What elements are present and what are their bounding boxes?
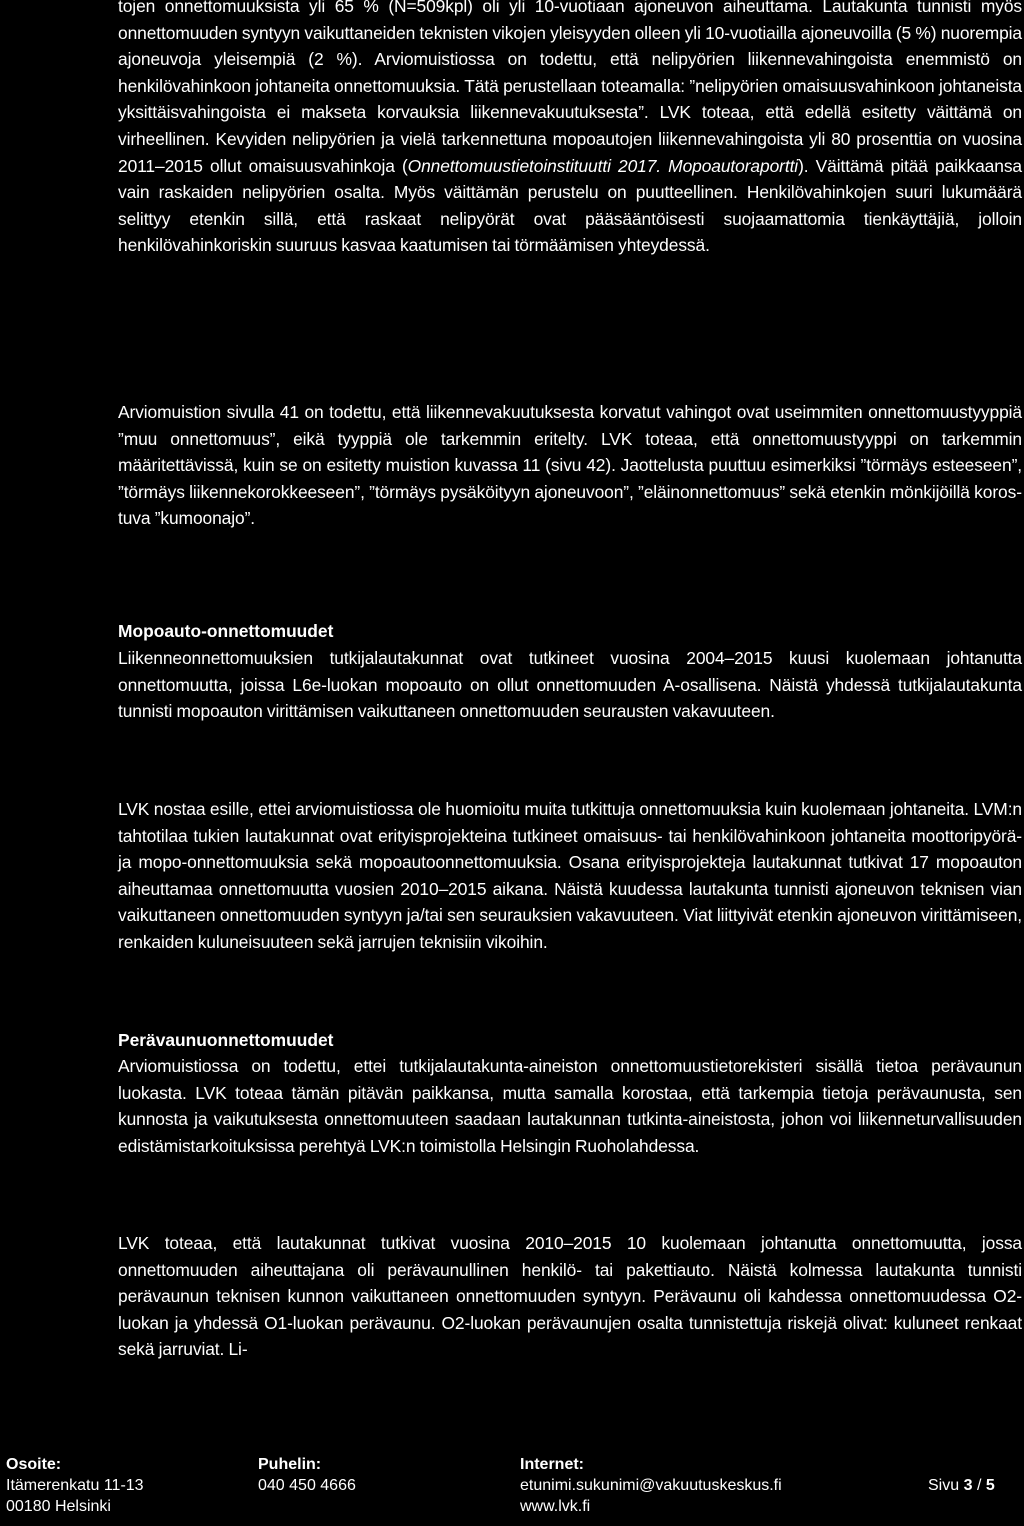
heading-moped-accidents: Mopoauto-onnettomuudet <box>118 621 334 641</box>
footer-phone <box>258 1454 356 1496</box>
p4-text: LVK nostaa esille, ettei arviomuistiossa ole huomioitu muita tutkittuja onnettomuuksia kuin kuolemaan johtaneita. LVM:n tahtotilaa tukien lautakunnat ovat erityisprojekteina tutkineet omaisuus- tai henkilövahinkoon johtaneita moottoripyörä- ja mopo-onnettomuuksia sekä mopoautoonnettomuuksia. Osana erityisprojekteja lautakunnat tutkivat 17 mopoauton aiheuttamaa onnettomuutta vuosien 2010–2015 aikana. Näistä kuudessa lautakunta tunnisti ajoneuvon teknisen vian vaikuttaneen onnettomuuden syntyyn ja/tai sen seurauksien vakavuuteen. Viat liittyivät etenkin ajoneuvon virittämiseen, renkaiden kuluneisuuteen sekä jarrujen teknisiin vikoihin. <box>118 799 1022 952</box>
address-street: Itämerenkatu 11-13 <box>6 1477 144 1494</box>
address-label: Osoite: <box>6 1456 62 1473</box>
address-postal: 00180 Helsinki <box>6 1498 111 1515</box>
internet-label: Internet: <box>520 1456 584 1473</box>
paragraph-accident-type <box>118 399 1022 532</box>
page-total: 5 <box>985 1477 995 1494</box>
paragraph-moped-1 <box>118 645 1022 725</box>
page-footer <box>0 1454 1024 1526</box>
phone-label: Puhelin: <box>258 1456 322 1473</box>
footer-internet <box>520 1454 782 1517</box>
p2-text: Arviomuistion sivulla 41 on todettu, että liikennevakuutuksesta korvatut vahingot ovat useimmiten onnettomuustyyppiä ”muu onnettomuus”, eikä tyyppiä ole tarkemmin eritelty. LVK toteaa, että onnettomuustyyppi on tarkemmin määritettävissä, kuin se on esitetty muistion kuvassa 11 (sivu 42). Jaottelusta puuttuu esimerkiksi ”törmäys esteeseen”, ”törmäys liikennekorokkeeseen”, ”törmäys pysäköityyn ajoneuvoon”, ”eläinonnettomuus” sekä etenkin mönkijöillä korostuva ”kumoonajo”. <box>118 402 1022 529</box>
p6-text: LVK toteaa, että lautakunnat tutkivat vuosina 2010–2015 10 kuolemaan johtanutta onnettomuutta, jossa onnettomuuden aiheuttajana oli perävaunullinen henkilö- tai pakettiauto. Näistä kolmessa lautakunta tunnisti perävaunun teknisen kunnon vaikuttaneen onnettomuuden syntyyn. Perävaunu oli kahdessa onnettomuudessa O2-luokan ja yhdessä O1-luokan perävaunu. O2-luokan perävaunujen osalta tunnistettuja riskejä olivat: kuluneet renkaat sekä jarruviat. Li- <box>118 1233 1022 1360</box>
footer-address <box>6 1454 144 1517</box>
paragraph-vehicle-age <box>118 0 1022 259</box>
page-separator: / <box>976 1477 982 1494</box>
website-link[interactable]: www.lvk.fi <box>520 1498 591 1515</box>
email-link[interactable]: etunimi.sukunimi@vakuutuskeskus.fi <box>520 1477 782 1494</box>
page-current: 3 <box>963 1477 973 1494</box>
paragraph-moped-2 <box>118 796 1022 956</box>
phone-number: 040 450 4666 <box>258 1477 356 1494</box>
page-number <box>928 1475 995 1496</box>
p3-text: Liikenneonnettomuuksien tutkijalautakunnat ovat tutkineet vuosina 2004–2015 kuusi kuolemaan johtanutta onnettomuutta, joissa L6e-luokan mopoauto on ollut onnettomuuden A-osallisena. Näistä yhdessä tutkijalautakunta tunnisti mopoauton virittämisen vaikuttaneen onnettomuuden seurausten vakavuuteen. <box>118 648 1022 722</box>
page-prefix: Sivu <box>928 1477 960 1494</box>
paragraph-trailer-1 <box>118 1053 1022 1159</box>
heading-trailer-accidents: Perävaunuonnettomuudet <box>118 1030 334 1050</box>
p1-text-a: tojen onnettomuuksista yli 65 % (N=509kpl) oli yli 10-vuotiaan ajoneuvon aiheuttama. Lautakunta tunnisti myös onnettomuuden syntyyn vaikuttaneiden teknisten vikojen yleisyyden olleen yli 10-vuotiailla ajoneuvoilla (5 %) nuorempia ajoneuvoja yleisempiä (2 %). Arviomuistiossa on todettu, että nelipyörien liikennevahingoista enemmistö on henkilövahinkoon johtaneita onnettomuuksia. Tätä perustellaan toteamalla: ”nelipyörien omaisuusvahinkoon johtaneista yksittäisvahingoista ei makseta korvauksia liikennevakuutuksesta”. LVK toteaa, että edellä esitetty väittämä on virheellinen. Kevyiden nelipyörien ja vielä tarkennettuna mopoautojen liikennevahingoista yli 80 prosenttia on vuosina 2011–2015 ollut omaisuusvahinkoja (Onnettomuustietoinstituutti 2017. Mopoautoraportti). Väittämä pitää paikkaansa vain raskaiden nelipyörien osalta. Myös väittämän perustelu on puutteellinen. Henkilövahinkojen suuri lukumäärä selittyy etenkin sillä, että raskaat nelipyörät ovat pääsääntöisesti suojaamattomia tienkäyttäjiä, jolloin henkilövahinkoriskin suuruus kasvaa kaatumisen tai törmäämisen yhteydessä. <box>118 0 1022 256</box>
paragraph-trailer-2 <box>118 1230 1022 1363</box>
p5-text: Arviomuistiossa on todettu, ettei tutkijalautakunta-aineiston onnettomuustietorekisteri sisällä tietoa perävaunun luokasta. LVK toteaa tämän pitävän paikkansa, mutta samalla korostaa, että tarkempia tietoja perävaunusta, sen kunnosta ja vaikutuksesta onnettomuuteen saadaan lautakunnan tutkinta-aineistosta, johon voi liikenneturvallisuuden edistämistarkoituksissa perehtyä LVK:n toimistolla Helsingin Ruoholahdessa. <box>118 1056 1022 1156</box>
